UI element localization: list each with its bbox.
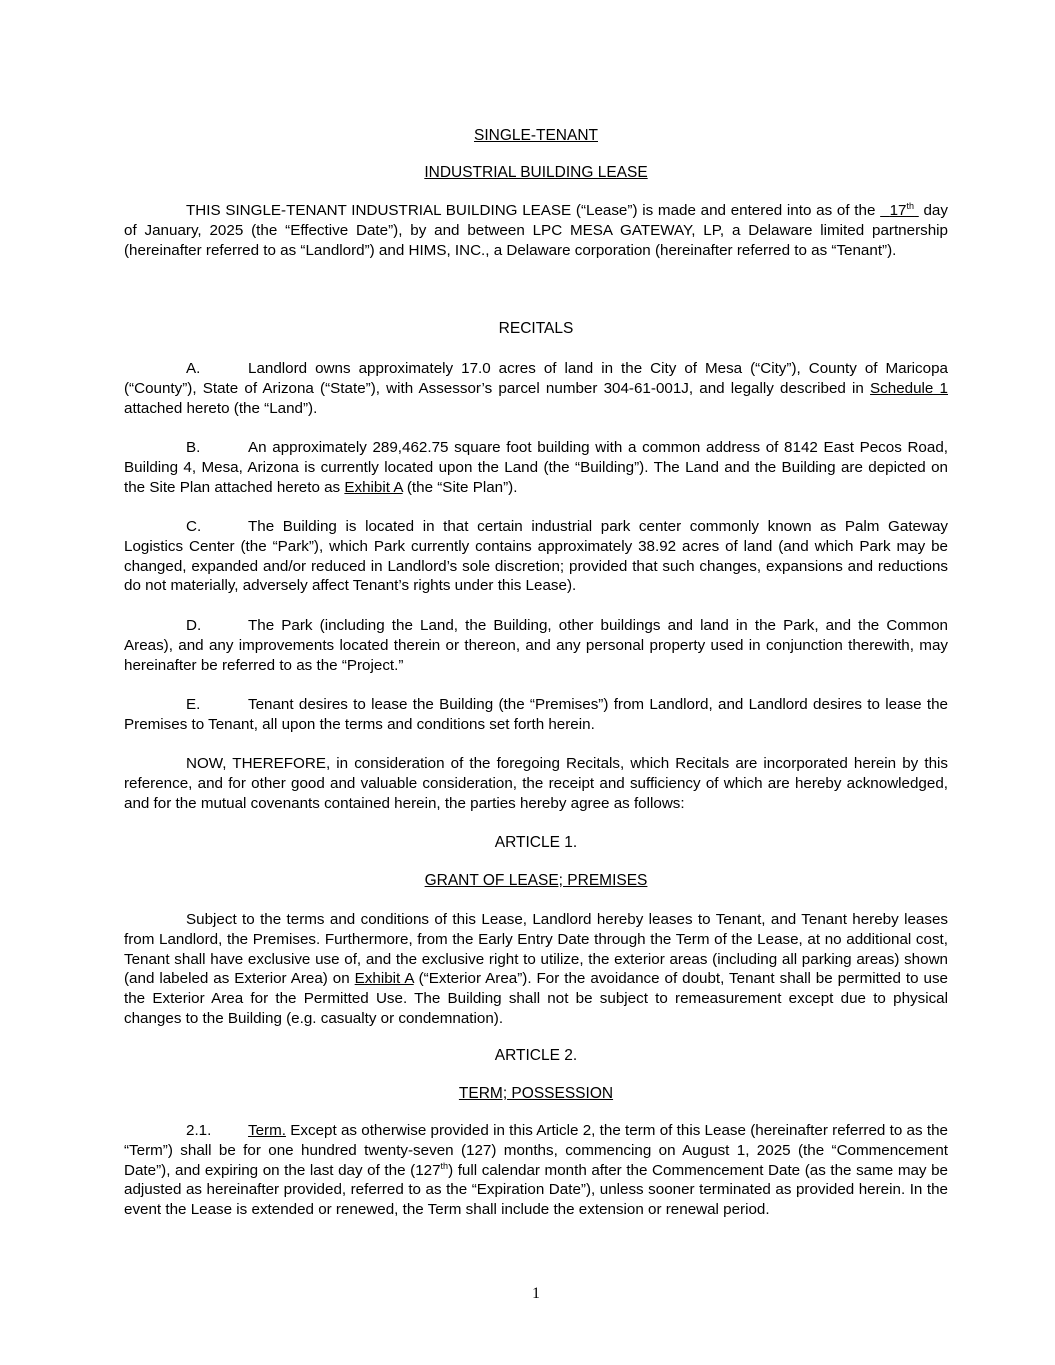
schedule-1-link: Schedule 1 (870, 379, 949, 397)
recital-e: E. Tenant desires to lease the Building (the “Premises”) from Landlord, and Landlord desires to lease the Premises to Tenant, all upon the terms and conditions set forth herein. (124, 696, 948, 733)
recitals-heading: RECITALS (498, 320, 574, 337)
effective-day: 17 (889, 202, 907, 219)
article-1-paragraph: Subject to the terms and conditions of this Lease, Landlord hereby leases to Tenant, and Tenant hereby leases from Landlord, the Premises. Furthermore, from the Early Entry Date through the Term of the Lease, at no additional cost, Tenant shall have exclusive use of, and the exclusive right to utilize, the exterior areas (including all parking areas) shown (and labeled as Exterior Area) on Exhibit A (“Exterior Area”). For the avoidance of doubt, Tenant shall be permitted to use the Exterior Area for the Permitted Use. The Building shall not be subject to remeasurement except due to physical changes to the Building (e.g. casualty or condemnation). (124, 911, 948, 1027)
term-title: Term. (248, 1122, 286, 1139)
article-2-heading: ARTICLE 2. (494, 1047, 578, 1064)
recital-c: C. The Building is located in that certain industrial park center commonly known as Palm Gateway Logistics Center (the “Park”), which Park currently contains approximately 38.92 acres of land (and which Park may be changed, expanded and/or reduced in Landlord’s sole discretion; provided that such changes, expansions and reductions do not materially, adversely affect Tenant’s rights under this Lease). (124, 518, 948, 595)
title-line-2: INDUSTRIAL BUILDING LEASE (424, 164, 648, 181)
now-therefore-paragraph: NOW, THEREFORE, in consideration of the foregoing Recitals, which Recitals are incorporated herein by this reference, and for other good and valuable consideration, the receipt and sufficiency of which are hereby acknowledged, and for the mutual covenants contained herein, the parties hereby agree as follows: (124, 755, 948, 812)
exhibit-a-link: Exhibit A (344, 478, 403, 496)
recital-b: B. An approximately 289,462.75 square foot building with a common address of 8142 East Pecos Road, Building 4, Mesa, Arizona is currently located upon the Land (the “Building”). The Land and the Building are depicted on the Site Plan attached hereto as Exhibit A (the “Site Plan”). (124, 439, 948, 496)
recital-a: A. Landlord owns approximately 17.0 acres of land in the City of Mesa (“City”), County of Maricopa (“County”), State of Arizona (“State”), with Assessor’s parcel number 304-61-001J, and legally described in Schedule 1 attached hereto (the “Land”). (124, 360, 949, 417)
section-2-1-paragraph: 2.1. Term. Except as otherwise provided in this Article 2, the term of this Lease (hereinafter referred to as the “Term”) shall be for one hundred twenty-seven (127) months, commencing on August 1, 2025 (the “Commencement Date”), and expiring on the last day of the (127th) full calendar month after the Commencement Date (as the same may be adjusted as hereinafter provided, referred to as the “Expiration Date”), unless sooner terminated as provided herein. In the event the Lease is extended or renewed, the Term shall include the extension or renewal period. (124, 1122, 948, 1219)
article-1-heading: ARTICLE 1. (494, 834, 578, 851)
article-1-subheading: GRANT OF LEASE; PREMISES (424, 872, 648, 889)
page-number: 1 (532, 1285, 540, 1302)
exhibit-a-link-2: Exhibit A (354, 970, 414, 988)
title-line-1: SINGLE-TENANT (473, 127, 598, 144)
intro-paragraph: THIS SINGLE-TENANT INDUSTRIAL BUILDING LEASE (“Lease”) is made and entered into as of the 17th day of January, 2025 (the “Effective Date”), by and between LPC MESA GATEWAY, LP, a Delaware limited partnership (hereinafter referred to as “Landlord”) and HIMS, INC., a Delaware corporation (hereinafter referred to as “Tenant”). (124, 200, 948, 259)
recital-d: D. The Park (including the Land, the Building, other buildings and land in the Park, and the Common Areas), and any improvements located therein or thereon, and any personal property used in conjunction therewith, may hereinafter be referred to as the “Project.” (124, 617, 948, 674)
article-2-subheading: TERM; POSSESSION (458, 1085, 614, 1102)
